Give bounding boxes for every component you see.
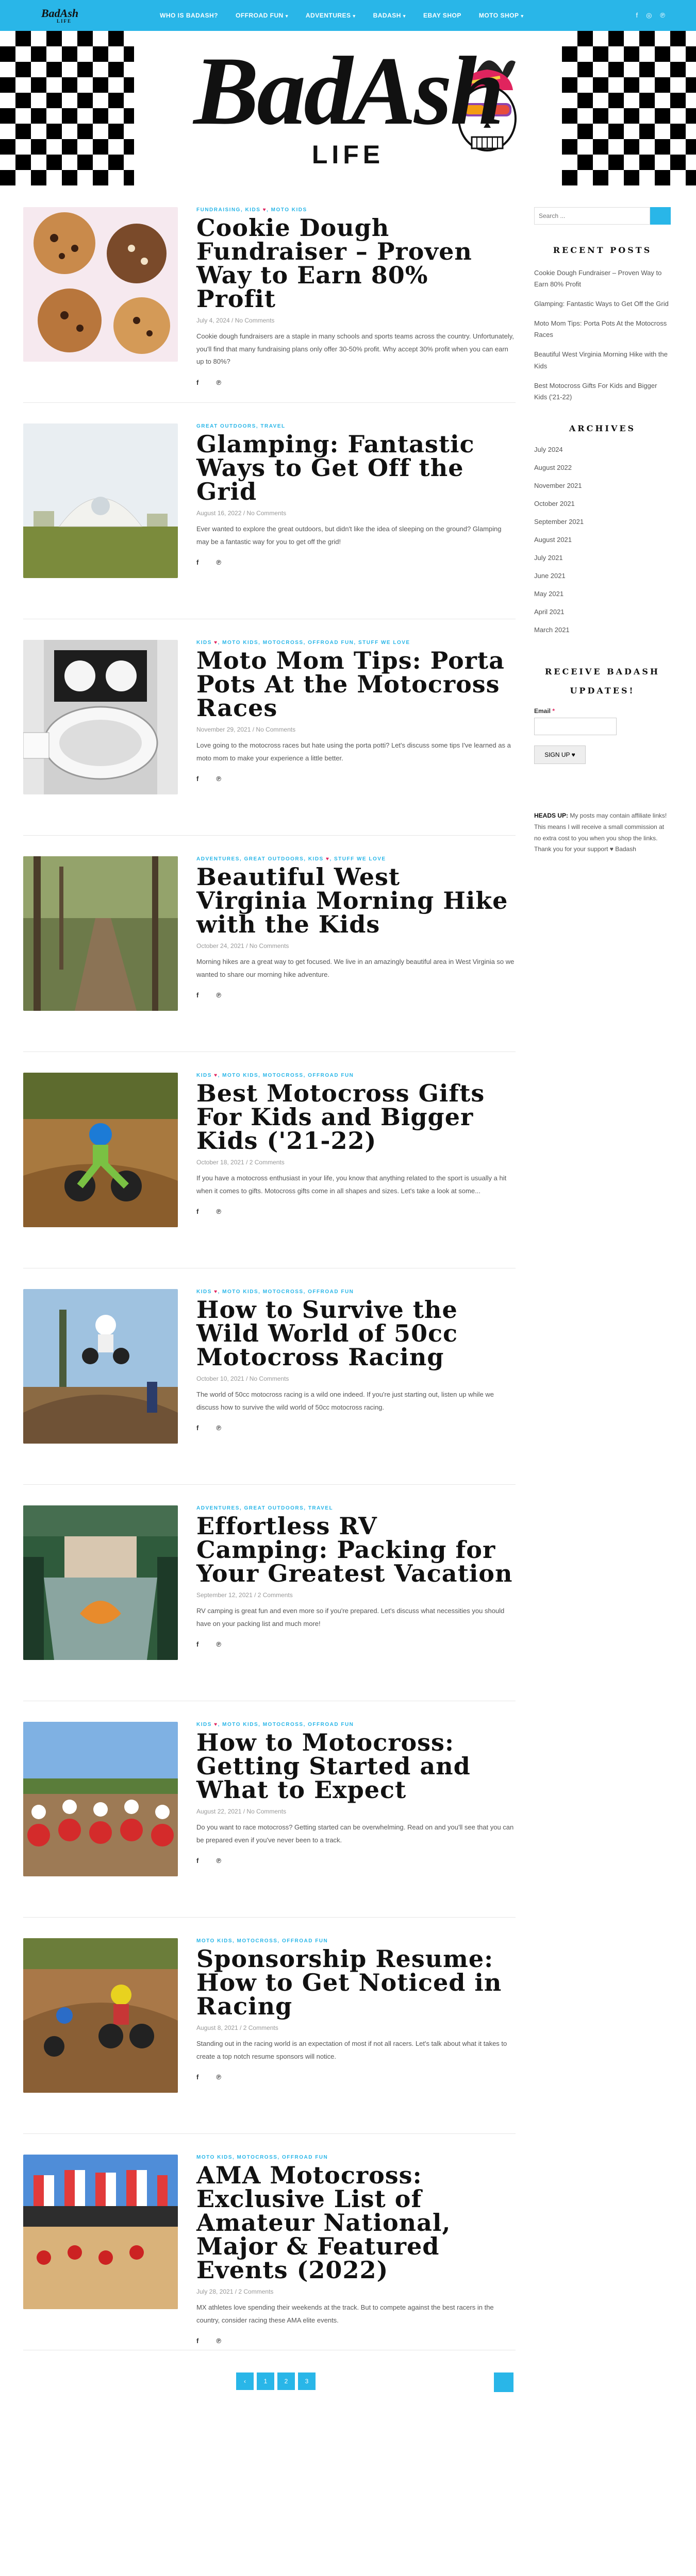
post-body bbox=[196, 640, 516, 805]
post-title[interactable]: Glamping: Fantastic Ways to Get Off the Grid bbox=[196, 430, 475, 505]
site-logo-large[interactable] bbox=[193, 37, 503, 170]
pagination bbox=[236, 2372, 316, 2390]
post-body bbox=[196, 1073, 516, 1238]
recent-posts-list bbox=[534, 267, 671, 403]
facebook-share-icon[interactable]: f bbox=[196, 775, 199, 783]
post-excerpt: MX athletes love spending their weekends at the track. But to compete against the best racers in the country, consider racing these AMA elite events. bbox=[196, 2303, 494, 2324]
post-title[interactable]: Moto Mom Tips: Porta Pots At the Motocross Races bbox=[196, 647, 505, 722]
post-body bbox=[196, 1289, 516, 1454]
post-thumbnail[interactable] bbox=[23, 423, 178, 578]
post-excerpt: Cookie dough fundraisers are a staple in many schools and sports teams across the country. Unfortunately, you'll find that many fundraising plans only offer 30-50% profit. Why accept 30% profit when you can earn up to 80%? bbox=[196, 332, 514, 366]
page-1-button[interactable]: 1 bbox=[257, 2372, 274, 2390]
facebook-share-icon[interactable]: f bbox=[196, 1208, 199, 1216]
post-thumbnail[interactable] bbox=[23, 1722, 178, 1876]
scroll-top-button[interactable] bbox=[494, 2372, 513, 2392]
post-thumbnail[interactable] bbox=[23, 1938, 178, 2093]
share-buttons bbox=[196, 1208, 516, 1215]
post-excerpt: RV camping is great fun and even more so if you're prepared. Let's discuss what necessities you should have on your packing list and much more! bbox=[196, 1607, 505, 1628]
post-body bbox=[196, 1938, 516, 2104]
nav-item-moto-shop[interactable] bbox=[479, 12, 524, 19]
post-meta: September 12, 2021 / 2 Comments bbox=[196, 1591, 293, 1599]
share-buttons bbox=[196, 379, 516, 386]
nav-item-label: OFFROAD FUN bbox=[236, 12, 284, 19]
logo-subtext: LIFE bbox=[57, 18, 72, 24]
nav-item-label: WHO IS BADASH? bbox=[160, 12, 218, 19]
search-button[interactable] bbox=[650, 207, 671, 225]
post-title[interactable]: How to Motocross: Getting Started and What to Expect bbox=[196, 1728, 471, 1804]
post-thumbnail[interactable] bbox=[23, 856, 178, 1011]
post-card bbox=[23, 856, 516, 1052]
post-title[interactable]: Effortless RV Camping: Packing for Your Greatest Vacation bbox=[196, 1512, 513, 1587]
checkered-flag-right bbox=[562, 31, 696, 185]
email-label: Email * bbox=[534, 707, 555, 715]
search-input[interactable] bbox=[534, 207, 650, 225]
post-excerpt: The world of 50cc motocross racing is a wild one indeed. If you're just starting out, listen up while we discuss how to survive the wild world of 50cc motocross racing. bbox=[196, 1391, 494, 1411]
page-2-button[interactable]: 2 bbox=[277, 2372, 295, 2390]
facebook-share-icon[interactable]: f bbox=[196, 991, 199, 999]
facebook-share-icon[interactable]: f bbox=[196, 2073, 199, 2081]
page-3-button[interactable]: 3 bbox=[298, 2372, 316, 2390]
share-buttons bbox=[196, 991, 516, 999]
archive-link[interactable]: June 2021 bbox=[534, 571, 566, 580]
post-meta: July 28, 2021 / 2 Comments bbox=[196, 2288, 274, 2295]
post-card bbox=[23, 1289, 516, 1485]
email-field[interactable] bbox=[534, 718, 617, 735]
post-meta: August 8, 2021 / 2 Comments bbox=[196, 2024, 278, 2031]
post-thumbnail[interactable] bbox=[23, 1505, 178, 1660]
pinterest-share-icon[interactable]: ℗ bbox=[216, 1424, 221, 1432]
archive-link[interactable]: August 2021 bbox=[534, 535, 572, 544]
archive-link[interactable]: September 2021 bbox=[534, 517, 584, 526]
archive-link[interactable]: November 2021 bbox=[534, 481, 582, 489]
post-title[interactable]: Sponsorship Resume: How to Get Noticed in Racing bbox=[196, 1945, 502, 2020]
pinterest-share-icon[interactable]: ℗ bbox=[216, 558, 221, 567]
pinterest-share-icon[interactable]: ℗ bbox=[216, 2073, 221, 2081]
post-card bbox=[23, 2155, 516, 2350]
logo-life: LIFE bbox=[311, 140, 385, 169]
post-excerpt: Standing out in the racing world is an expectation of most if not all racers. Let's talk about what it takes to create a top notch resume sponsors will notice. bbox=[196, 2040, 507, 2060]
post-meta: August 16, 2022 / No Comments bbox=[196, 510, 287, 517]
logo-script: BadAsh bbox=[193, 37, 503, 145]
pinterest-share-icon[interactable]: ℗ bbox=[216, 991, 221, 999]
post-title[interactable]: AMA Motocross: Exclusive List of Amateur National, Major & Featured Events (2022) bbox=[196, 2161, 451, 2284]
affiliate-disclaimer: HEADS UP: My posts may contain affiliate links! This means I will receive a small commission at no extra cost to you when you shop the links. Thank you for your support ♥ Badash bbox=[534, 812, 667, 853]
share-buttons bbox=[196, 2073, 516, 2081]
pinterest-share-icon[interactable]: ℗ bbox=[216, 379, 221, 387]
post-categories[interactable]: ADVENTURES, GREAT OUTDOORS, KIDS ♥, STUFF WE LOVE bbox=[196, 856, 386, 862]
archives-title: ARCHIVES bbox=[569, 423, 636, 433]
post-card bbox=[23, 423, 516, 619]
nav-item-offroad-fun[interactable] bbox=[236, 12, 288, 19]
post-categories[interactable]: MOTO KIDS, MOTOCROSS, OFFROAD FUN bbox=[196, 2155, 328, 2160]
post-title[interactable]: Best Motocross Gifts For Kids and Bigger Kids ('21-22) bbox=[196, 1079, 485, 1155]
search-form bbox=[534, 207, 671, 225]
recent-post-link[interactable]: Best Motocross Gifts For Kids and Bigger Kids ('21-22) bbox=[534, 381, 657, 401]
post-title[interactable]: How to Survive the Wild World of 50cc Motocross Racing bbox=[196, 1296, 458, 1371]
facebook-share-icon[interactable]: f bbox=[196, 558, 199, 567]
nav-item-label: ADVENTURES bbox=[305, 12, 351, 19]
post-card bbox=[23, 1505, 516, 1701]
facebook-share-icon[interactable]: f bbox=[196, 1424, 199, 1432]
header-banner bbox=[0, 31, 696, 185]
post-meta: November 29, 2021 / No Comments bbox=[196, 726, 296, 733]
post-meta: October 10, 2021 / No Comments bbox=[196, 1375, 289, 1382]
archive-link[interactable]: October 2021 bbox=[534, 499, 575, 507]
post-thumbnail[interactable] bbox=[23, 207, 178, 362]
post-categories[interactable]: KIDS ♥, MOTO KIDS, MOTOCROSS, OFFROAD FUN bbox=[196, 1722, 354, 1727]
archives-list bbox=[534, 446, 671, 634]
site-logo-small[interactable] bbox=[41, 8, 119, 24]
post-body bbox=[196, 207, 516, 387]
post-meta: October 18, 2021 / 2 Comments bbox=[196, 1159, 285, 1166]
archive-link[interactable]: March 2021 bbox=[534, 625, 570, 634]
signup-button[interactable]: SIGN UP ♥ bbox=[534, 745, 586, 764]
nav-item-label: BADASH bbox=[373, 12, 401, 19]
chevron-down-icon: ▾ bbox=[353, 13, 356, 19]
post-categories[interactable]: FUNDRAISING, KIDS ♥, MOTO KIDS bbox=[196, 207, 307, 213]
facebook-icon[interactable]: f bbox=[636, 11, 638, 19]
pinterest-share-icon[interactable]: ℗ bbox=[216, 1640, 221, 1649]
post-title[interactable]: Beautiful West Virginia Morning Hike with the Kids bbox=[196, 863, 508, 938]
post-categories[interactable]: MOTO KIDS, MOTOCROSS, OFFROAD FUN bbox=[196, 1938, 328, 1944]
nav-item-who-is-badash[interactable] bbox=[160, 12, 218, 19]
recent-post-link[interactable]: Cookie Dough Fundraiser – Proven Way to Earn 80% Profit bbox=[534, 269, 662, 289]
post-categories[interactable]: ADVENTURES, GREAT OUTDOORS, TRAVEL bbox=[196, 1505, 334, 1511]
pinterest-share-icon[interactable]: ℗ bbox=[216, 775, 221, 783]
post-categories[interactable]: KIDS ♥, MOTO KIDS, MOTOCROSS, OFFROAD FUN bbox=[196, 1289, 354, 1295]
archive-link[interactable]: August 2022 bbox=[534, 463, 572, 471]
prev-page-button[interactable]: ‹ bbox=[236, 2372, 254, 2390]
checkered-flag-left bbox=[0, 31, 134, 185]
chevron-down-icon: ▾ bbox=[285, 13, 288, 19]
post-card bbox=[23, 640, 516, 836]
post-body bbox=[196, 1722, 516, 1887]
post-thumbnail[interactable] bbox=[23, 1289, 178, 1444]
instagram-icon[interactable]: ◎ bbox=[646, 11, 652, 19]
post-excerpt: Love going to the motocross races but hate using the porta potti? Let's discuss some tips I've learned as a moto mom to make your experience a little better. bbox=[196, 741, 511, 762]
post-meta: July 4, 2024 / No Comments bbox=[196, 317, 275, 324]
post-body bbox=[196, 856, 516, 1022]
nav-item-label: MOTO SHOP bbox=[478, 12, 519, 19]
post-thumbnail[interactable] bbox=[23, 1073, 178, 1227]
nav-item-ebay-shop[interactable] bbox=[423, 12, 461, 19]
pinterest-share-icon[interactable]: ℗ bbox=[216, 1208, 221, 1216]
facebook-share-icon[interactable]: f bbox=[196, 1640, 199, 1649]
pinterest-share-icon[interactable]: ℗ bbox=[216, 1857, 221, 1865]
nav-item-badash[interactable] bbox=[373, 12, 406, 19]
post-card bbox=[23, 1938, 516, 2134]
post-list bbox=[23, 207, 516, 2371]
pinterest-icon[interactable]: ℗ bbox=[660, 11, 665, 19]
archive-link[interactable]: May 2021 bbox=[534, 589, 564, 598]
post-categories[interactable]: GREAT OUTDOORS, TRAVEL bbox=[196, 423, 286, 429]
post-categories[interactable]: KIDS ♥, MOTO KIDS, MOTOCROSS, OFFROAD FUN, STUFF WE LOVE bbox=[196, 640, 410, 646]
share-buttons bbox=[196, 1857, 516, 1865]
share-buttons bbox=[196, 1424, 516, 1432]
share-buttons bbox=[196, 558, 516, 566]
post-meta: October 24, 2021 / No Comments bbox=[196, 942, 289, 950]
nav-item-adventures[interactable] bbox=[306, 12, 356, 19]
nav-item-label: EBAY SHOP bbox=[423, 12, 461, 19]
archive-link[interactable]: July 2021 bbox=[534, 553, 563, 562]
newsletter-title: RECEIVE BADASH UPDATES! bbox=[545, 666, 660, 696]
post-meta: August 22, 2021 / No Comments bbox=[196, 1808, 287, 1815]
share-buttons bbox=[196, 2337, 516, 2345]
logo-text: BadAsh bbox=[41, 6, 79, 20]
recent-post-link[interactable]: Glamping: Fantastic Ways to Get Off the Grid bbox=[534, 300, 669, 308]
post-card bbox=[23, 207, 516, 403]
post-thumbnail[interactable] bbox=[23, 2155, 178, 2309]
main-menu bbox=[160, 12, 636, 19]
chevron-down-icon: ▾ bbox=[403, 13, 406, 19]
post-body bbox=[196, 423, 516, 589]
post-card bbox=[23, 1722, 516, 1918]
recent-post-link[interactable]: Moto Mom Tips: Porta Pots At the Motocross Races bbox=[534, 319, 667, 339]
post-categories[interactable]: KIDS ♥, MOTO KIDS, MOTOCROSS, OFFROAD FUN bbox=[196, 1073, 354, 1078]
post-thumbnail[interactable] bbox=[23, 640, 178, 794]
facebook-share-icon[interactable]: f bbox=[196, 2337, 199, 2345]
pinterest-share-icon[interactable]: ℗ bbox=[216, 2337, 221, 2345]
post-excerpt: Ever wanted to explore the great outdoors, but didn't like the idea of sleeping on the ground? Glamping may be a fantastic way for you to get off the grid! bbox=[196, 525, 502, 546]
recent-posts-title: RECENT POSTS bbox=[553, 245, 652, 255]
post-title[interactable]: Cookie Dough Fundraiser – Proven Way to Earn 80% Profit bbox=[196, 214, 472, 313]
facebook-share-icon[interactable]: f bbox=[196, 379, 199, 387]
post-body bbox=[196, 1505, 516, 1671]
share-buttons bbox=[196, 775, 516, 783]
post-excerpt: Morning hikes are a great way to get focused. We live in an amazingly beautiful area in West Virginia so we wanted to share our morning hike adventure. bbox=[196, 958, 515, 978]
share-buttons bbox=[196, 1640, 516, 1648]
facebook-share-icon[interactable]: f bbox=[196, 1857, 199, 1865]
header-social bbox=[636, 11, 665, 20]
recent-post-link[interactable]: Beautiful West Virginia Morning Hike with the Kids bbox=[534, 350, 668, 370]
top-nav bbox=[0, 0, 696, 31]
post-card bbox=[23, 1073, 516, 1268]
newsletter-widget bbox=[534, 663, 671, 765]
archive-link[interactable]: July 2024 bbox=[534, 445, 563, 453]
post-excerpt: Do you want to race motocross? Getting started can be overwhelming. Read on and you'll see that you can be prepared even if you've never been to a track. bbox=[196, 1823, 514, 1844]
sidebar bbox=[534, 207, 671, 2371]
post-body bbox=[196, 2155, 516, 2345]
archive-link[interactable]: April 2021 bbox=[534, 607, 565, 616]
post-excerpt: If you have a motocross enthusiast in your life, you know that anything related to the sport is usually a hit when it comes to gifts. Motocross gifts come in all shapes and sizes. Let's take a look at some... bbox=[196, 1174, 507, 1195]
chevron-down-icon: ▾ bbox=[521, 13, 524, 19]
